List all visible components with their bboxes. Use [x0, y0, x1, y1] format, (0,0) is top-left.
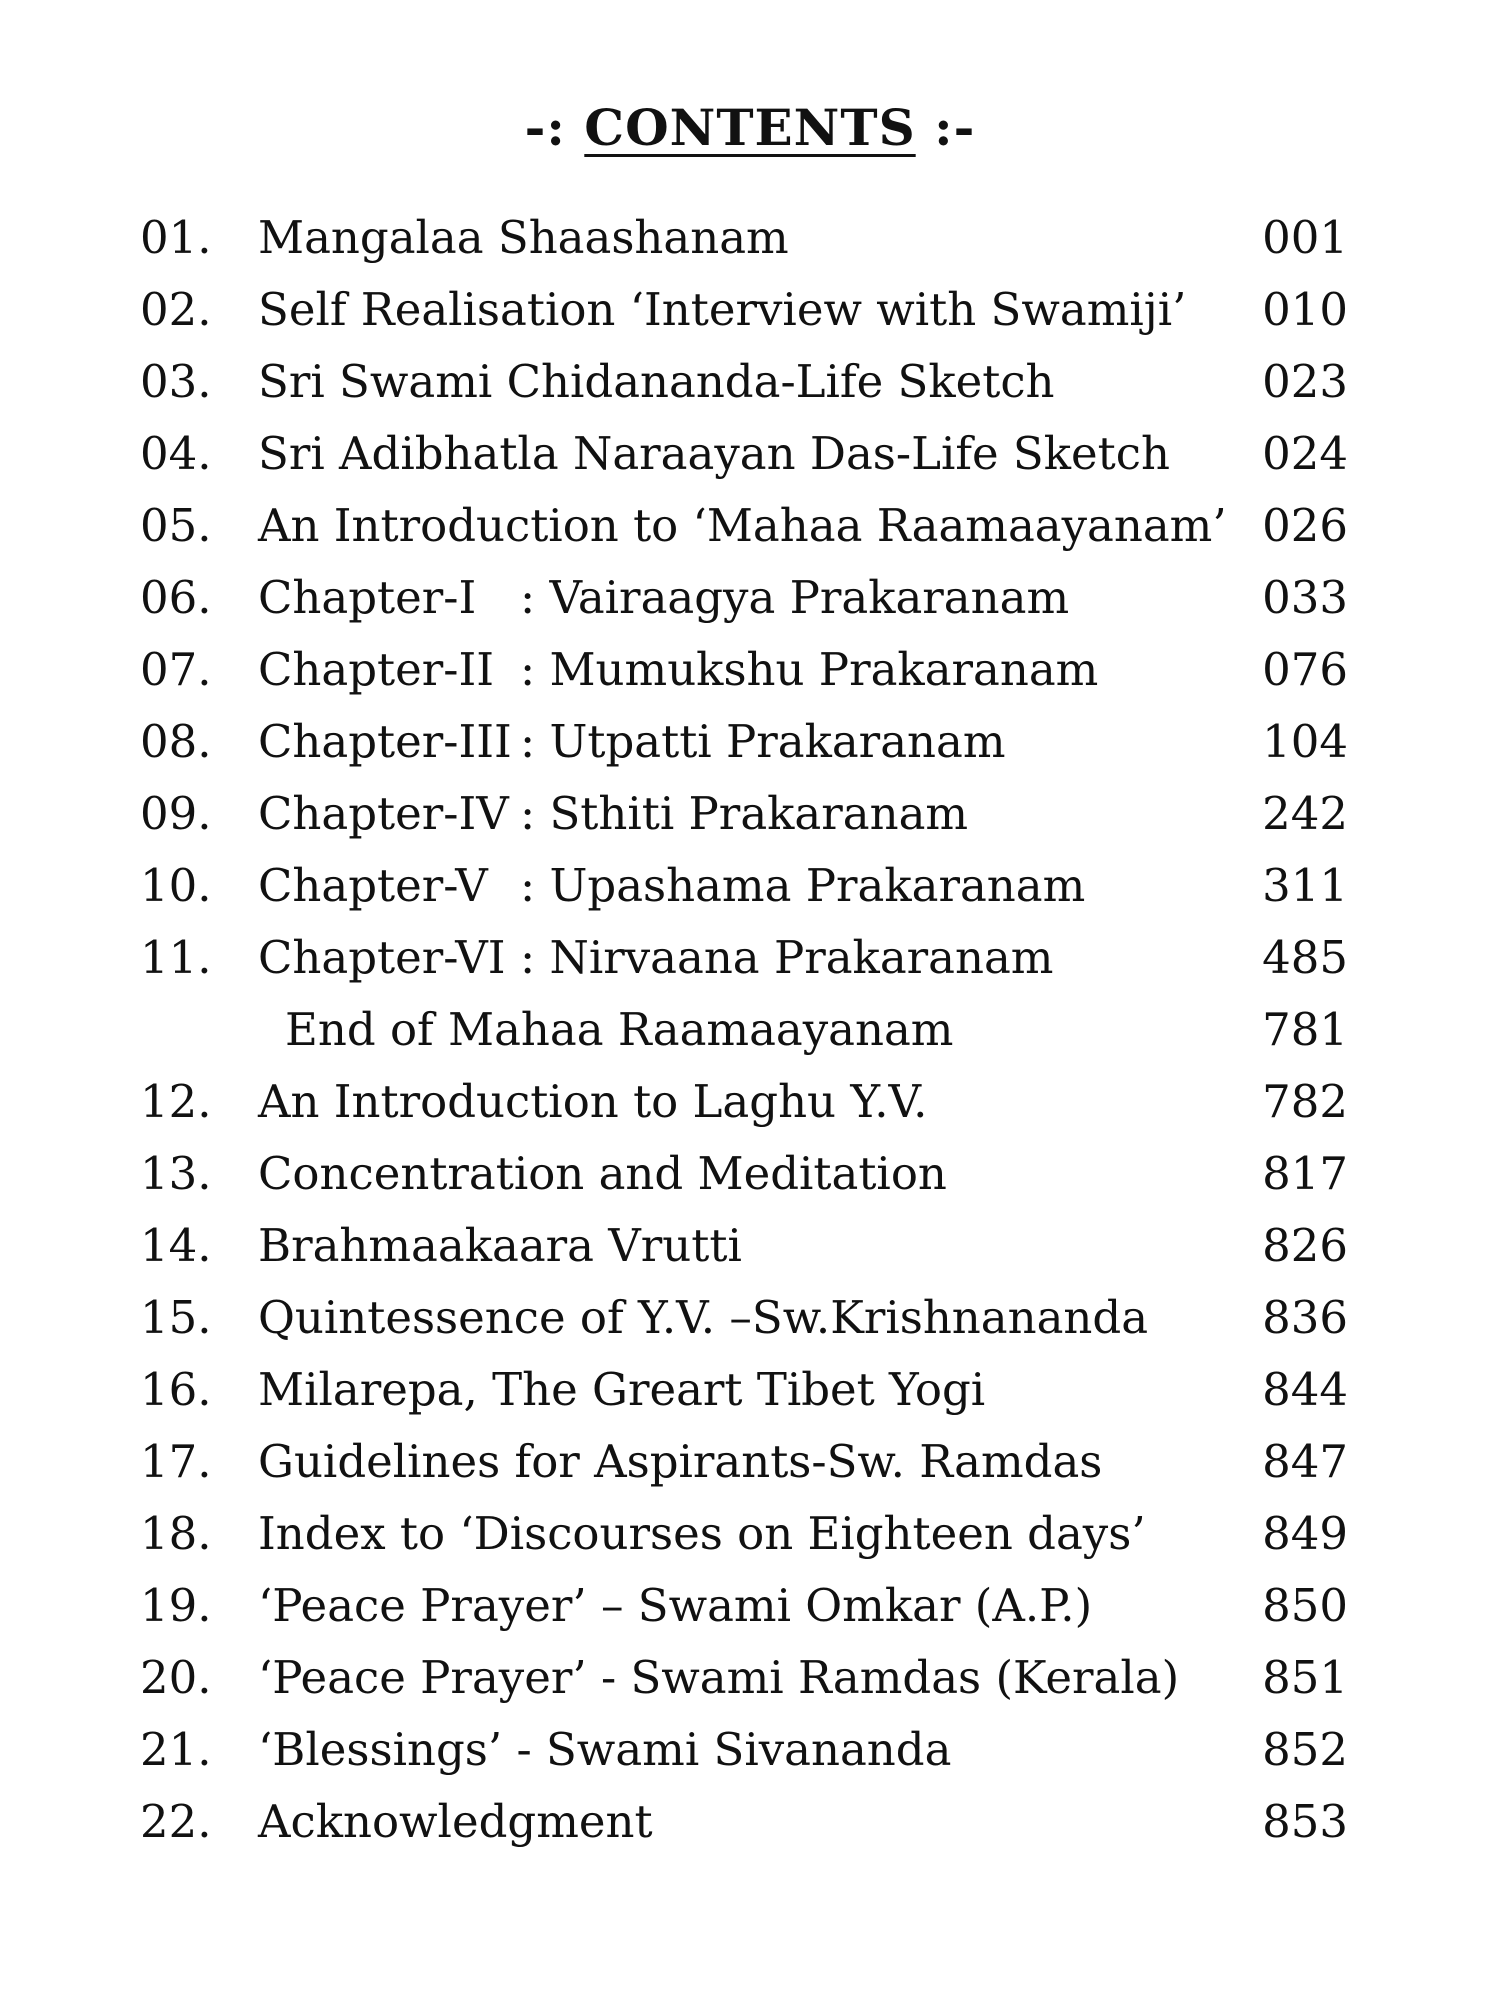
- entry-page-number: 851: [1262, 1651, 1348, 1704]
- entry-title: [258, 1498, 1146, 1570]
- entry-number: 08.: [140, 715, 212, 768]
- entry-number: 16.: [140, 1363, 212, 1416]
- entry-text: Acknowledgment: [258, 1795, 653, 1848]
- entry-page-number: 844: [1262, 1363, 1348, 1416]
- entry-number: 21.: [140, 1723, 212, 1776]
- entry-page-number: 847: [1262, 1435, 1348, 1488]
- entry-title: [258, 274, 1186, 346]
- entry-title: [258, 1642, 1179, 1714]
- entry-text: Quintessence of Y.V. –Sw.Krishnananda: [258, 1291, 1149, 1344]
- toc-entry: [0, 922, 1500, 994]
- entry-number: 12.: [140, 1075, 212, 1128]
- entry-chapter: Chapter-V: [258, 859, 488, 912]
- entry-number: 01.: [140, 211, 212, 264]
- entry-text: : Vairaagya Prakaranam: [520, 571, 1070, 624]
- entry-title: [258, 346, 1055, 418]
- entry-chapter: Chapter-IV: [258, 787, 509, 840]
- entry-title: [258, 634, 1098, 706]
- entry-number: 14.: [140, 1219, 212, 1272]
- entry-number: 13.: [140, 1147, 212, 1200]
- toc-entry: [0, 1714, 1500, 1786]
- table-of-contents: [0, 202, 1500, 1858]
- entry-number: 03.: [140, 355, 212, 408]
- toc-entry: [0, 1066, 1500, 1138]
- entry-text: : Sthiti Prakaranam: [520, 787, 969, 840]
- toc-entry: [0, 562, 1500, 634]
- entry-title: [285, 994, 953, 1066]
- toc-entry: [0, 1210, 1500, 1282]
- entry-number: 09.: [140, 787, 212, 840]
- entry-chapter: Chapter-II: [258, 643, 495, 696]
- entry-text: Guidelines for Aspirants-Sw. Ramdas: [258, 1435, 1103, 1488]
- title-word: CONTENTS: [584, 98, 916, 157]
- entry-title: [258, 1714, 951, 1786]
- entry-text: An Introduction to Laghu Y.V.: [258, 1075, 928, 1128]
- entry-text: Milarepa, The Greart Tibet Yogi: [258, 1363, 986, 1416]
- entry-text: : Mumukshu Prakaranam: [520, 643, 1099, 696]
- entry-page-number: 826: [1262, 1219, 1348, 1272]
- entry-number: 11.: [140, 931, 212, 984]
- entry-page-number: 852: [1262, 1723, 1348, 1776]
- toc-entry: [0, 706, 1500, 778]
- toc-entry: [0, 850, 1500, 922]
- entry-number: 02.: [140, 283, 212, 336]
- entry-chapter: Chapter-I: [258, 571, 477, 624]
- entry-text: End of Mahaa Raamaayanam: [285, 1003, 954, 1056]
- toc-entry: [0, 418, 1500, 490]
- toc-entry: [0, 274, 1500, 346]
- entry-page-number: 817: [1262, 1147, 1348, 1200]
- entry-page-number: 850: [1262, 1579, 1348, 1632]
- toc-entry: [0, 202, 1500, 274]
- entry-text: Self Realisation ‘Interview with Swamiji’: [258, 283, 1187, 336]
- entry-title: [258, 490, 1227, 562]
- entry-page-number: 104: [1262, 715, 1348, 768]
- entry-text: : Upashama Prakaranam: [520, 859, 1086, 912]
- page-title: [0, 98, 1500, 157]
- entry-number: 15.: [140, 1291, 212, 1344]
- toc-entry: [0, 1498, 1500, 1570]
- entry-title: [258, 1426, 1102, 1498]
- toc-entry: [0, 1354, 1500, 1426]
- entry-number: 07.: [140, 643, 212, 696]
- title-suffix: :-: [934, 98, 976, 157]
- entry-title: [258, 778, 968, 850]
- entry-chapter: Chapter-VI: [258, 931, 506, 984]
- entry-number: 18.: [140, 1507, 212, 1560]
- toc-entry: [0, 1138, 1500, 1210]
- entry-page-number: 836: [1262, 1291, 1348, 1344]
- toc-entry: [0, 490, 1500, 562]
- entry-page-number: 024: [1262, 427, 1348, 480]
- entry-number: 05.: [140, 499, 212, 552]
- entry-page-number: 849: [1262, 1507, 1348, 1560]
- entry-text: Sri Adibhatla Naraayan Das-Life Sketch: [258, 427, 1170, 480]
- entry-title: [258, 1570, 1092, 1642]
- entry-text: Index to ‘Discourses on Eighteen days’: [258, 1507, 1146, 1560]
- entry-title: [258, 418, 1170, 490]
- entry-text: ‘Peace Prayer’ - Swami Ramdas (Kerala): [258, 1651, 1180, 1704]
- toc-entry: [0, 1570, 1500, 1642]
- toc-entry: [0, 634, 1500, 706]
- entry-title: [258, 706, 1006, 778]
- entry-title: [258, 850, 1085, 922]
- entry-page-number: 001: [1262, 211, 1348, 264]
- entry-title: [258, 1210, 742, 1282]
- entry-text: ‘Blessings’ - Swami Sivananda: [258, 1723, 952, 1776]
- entry-page-number: 023: [1262, 355, 1348, 408]
- entry-title: [258, 1282, 1148, 1354]
- entry-number: 19.: [140, 1579, 212, 1632]
- entry-title: [258, 1138, 947, 1210]
- entry-page-number: 033: [1262, 571, 1348, 624]
- title-prefix: -:: [524, 98, 566, 157]
- entry-page-number: 781: [1262, 1003, 1348, 1056]
- toc-entry: [0, 346, 1500, 418]
- entry-page-number: 782: [1262, 1075, 1348, 1128]
- entry-title: [258, 1066, 928, 1138]
- entry-text: Concentration and Meditation: [258, 1147, 947, 1200]
- toc-entry: [0, 1282, 1500, 1354]
- entry-text: : Utpatti Prakaranam: [520, 715, 1006, 768]
- toc-entry: [0, 1426, 1500, 1498]
- entry-text: Sri Swami Chidananda-Life Sketch: [258, 355, 1055, 408]
- entry-number: 10.: [140, 859, 212, 912]
- entry-number: 20.: [140, 1651, 212, 1704]
- entry-page-number: 311: [1262, 859, 1348, 912]
- entry-text: : Nirvaana Prakaranam: [520, 931, 1054, 984]
- toc-entry: [0, 1786, 1500, 1858]
- entry-title: [258, 1354, 985, 1426]
- toc-entry: [0, 994, 1500, 1066]
- entry-number: 04.: [140, 427, 212, 480]
- entry-page-number: 242: [1262, 787, 1348, 840]
- entry-title: [258, 562, 1069, 634]
- entry-number: 22.: [140, 1795, 212, 1848]
- entry-page-number: 026: [1262, 499, 1348, 552]
- toc-entry: [0, 1642, 1500, 1714]
- entry-title: [258, 922, 1053, 994]
- entry-page-number: 010: [1262, 283, 1348, 336]
- entry-text: Brahmaakaara Vrutti: [258, 1219, 742, 1272]
- entry-text: ‘Peace Prayer’ – Swami Omkar (A.P.): [258, 1579, 1093, 1632]
- entry-chapter: Chapter-III: [258, 715, 512, 768]
- entry-number: 17.: [140, 1435, 212, 1488]
- entry-text: An Introduction to ‘Mahaa Raamaayanam’: [258, 499, 1227, 552]
- toc-entry: [0, 778, 1500, 850]
- entry-page-number: 485: [1262, 931, 1348, 984]
- entry-page-number: 853: [1262, 1795, 1348, 1848]
- entry-page-number: 076: [1262, 643, 1348, 696]
- entry-title: [258, 202, 789, 274]
- entry-number: 06.: [140, 571, 212, 624]
- entry-title: [258, 1786, 653, 1858]
- entry-text: Mangalaa Shaashanam: [258, 211, 789, 264]
